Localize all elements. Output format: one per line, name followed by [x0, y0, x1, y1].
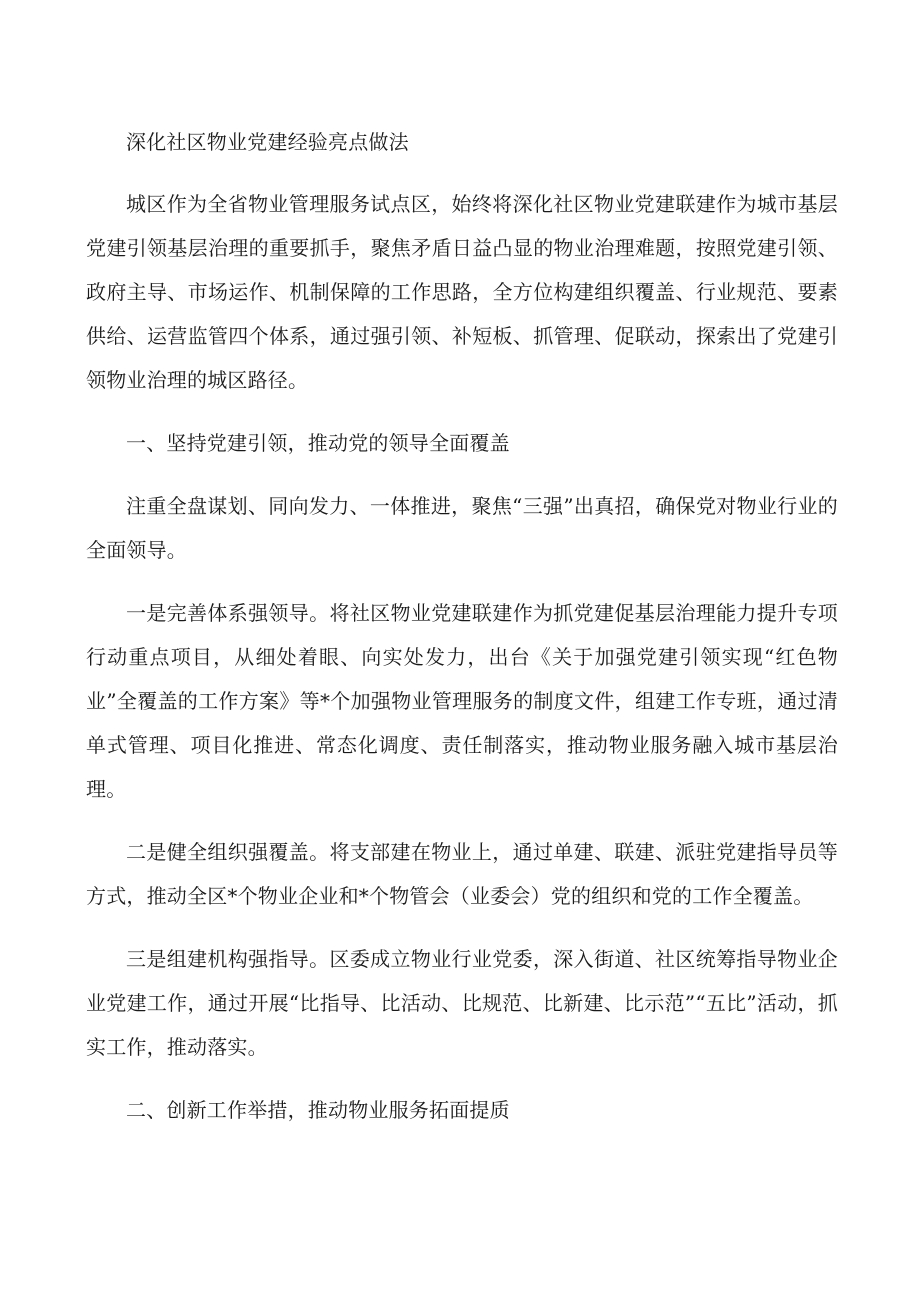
document-title: 深化社区物业党建经验亮点做法 [126, 130, 409, 154]
paragraph-section-1-intro: 注重全盘谋划、同向发力、一体推进，聚焦“三强”出真招，确保党对物业行业的全面领导。 [86, 494, 838, 562]
section-heading-1: 一、坚持党建引领，推动党的领导全面覆盖 [126, 431, 510, 455]
section-heading-2: 二、创新工作举措，推动物业服务拓面提质 [126, 1098, 510, 1122]
paragraph-intro: 城区作为全省物业管理服务试点区，始终将深化社区物业党建联建作为城市基层党建引领基层治理的重要抓手，聚焦矛盾日益凸显的物业治理难题，按照党建引领、政府主导、市场运作、机制保障的工作思路，全方位构建组织覆盖、行业规范、要素供给、运营监管四个体系，通过强引领、补短板、抓管理、促联动，探索出了党建引领物业治理的城区路径。 [86, 192, 838, 392]
paragraph-point-2: 二是健全组织强覆盖。将支部建在物业上，通过单建、联建、派驻党建指导员等方式，推动全区*个物业企业和*个物管会（业委会）党的组织和党的工作全覆盖。 [86, 840, 838, 908]
paragraph-point-3: 三是组建机构强指导。区委成立物业行业党委，深入街道、社区统筹指导物业企业党建工作，通过开展“比指导、比活动、比规范、比新建、比示范”“五比”活动，抓实工作，推动落实。 [86, 947, 838, 1059]
document-body [86, 120, 838, 1151]
paragraph-point-1: 一是完善体系强领导。将社区物业党建联建作为抓党建促基层治理能力提升专项行动重点项目，从细处着眼、向实处发力，出台《关于加强党建引领实现“红色物业”全覆盖的工作方案》等*个加强物业管理服务的制度文件，组建工作专班，通过清单式管理、项目化推进、常态化调度、责任制落实，推动物业服务融入城市基层治理。 [86, 601, 838, 801]
